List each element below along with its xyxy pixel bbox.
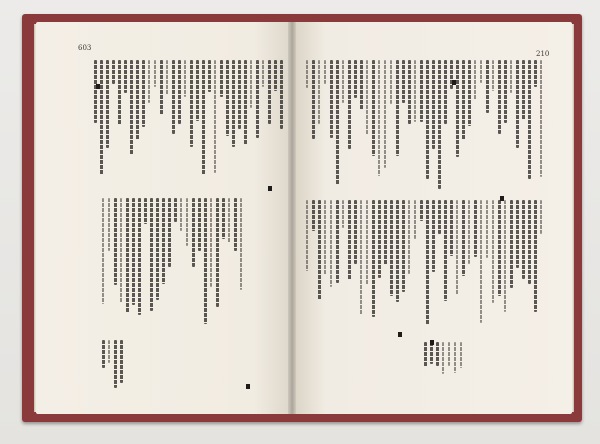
text-column: [540, 200, 542, 234]
text-column: [540, 60, 542, 177]
text-column: [438, 60, 441, 189]
text-column: [432, 200, 435, 272]
text-column: [498, 200, 501, 296]
text-column: [366, 200, 368, 285]
text-column: [354, 60, 357, 98]
text-column: [444, 60, 447, 124]
text-column: [106, 60, 109, 148]
text-column: [498, 60, 501, 134]
text-column: [226, 60, 229, 136]
text-column: [216, 198, 219, 307]
text-column: [156, 198, 159, 300]
text-column: [456, 60, 459, 157]
text-column: [136, 60, 139, 140]
text-column: [100, 60, 103, 175]
text-column: [280, 60, 283, 129]
text-column: [460, 342, 462, 368]
text-column: [214, 60, 216, 173]
text-column: [504, 60, 507, 123]
text-column: [166, 60, 168, 95]
text-column: [336, 200, 339, 283]
text-column: [522, 200, 525, 279]
text-column: [486, 200, 488, 258]
right-page-number: 210: [536, 50, 550, 58]
text-column: [534, 200, 537, 312]
text-column: [402, 60, 405, 103]
text-column: [124, 60, 127, 93]
section-marker: [246, 384, 250, 389]
text-column: [324, 200, 326, 275]
text-column: [306, 60, 308, 88]
text-column: [120, 340, 123, 383]
text-column: [114, 340, 117, 388]
text-column: [268, 60, 271, 124]
text-column: [528, 200, 531, 284]
section-marker: [268, 186, 272, 191]
text-column: [436, 342, 439, 366]
text-column: [112, 60, 115, 84]
text-column: [354, 200, 357, 264]
text-column: [408, 60, 411, 124]
text-column: [448, 342, 450, 366]
text-column: [442, 342, 444, 374]
text-column: [342, 60, 344, 103]
text-column: [232, 60, 235, 147]
text-column: [180, 198, 182, 231]
text-column: [408, 200, 410, 274]
text-column: [132, 198, 135, 305]
text-column: [426, 60, 429, 179]
text-column: [360, 60, 363, 110]
text-column: [330, 60, 333, 138]
text-column: [516, 60, 519, 148]
text-column: [114, 198, 117, 285]
text-column: [450, 200, 453, 256]
text-column: [178, 60, 181, 124]
text-column: [414, 200, 416, 239]
text-column: [256, 60, 259, 138]
text-column: [126, 198, 129, 313]
text-column: [384, 200, 387, 265]
text-column: [102, 340, 105, 368]
text-column: [274, 60, 277, 91]
text-column: [154, 60, 156, 87]
text-column: [330, 200, 332, 287]
text-column: [492, 60, 494, 91]
text-column: [186, 198, 188, 246]
text-column: [348, 200, 351, 280]
text-column: [372, 60, 375, 156]
book-gutter: [288, 22, 296, 414]
text-column: [480, 200, 482, 323]
text-column: [168, 198, 171, 267]
text-column: [414, 60, 416, 122]
text-column: [118, 60, 121, 125]
text-column: [262, 60, 264, 87]
text-column: [108, 340, 110, 363]
text-column: [366, 60, 368, 135]
text-column: [360, 200, 362, 315]
text-column: [378, 200, 381, 278]
section-marker: [500, 196, 504, 201]
text-column: [516, 200, 519, 268]
text-column: [150, 198, 153, 311]
section-marker: [96, 84, 100, 89]
text-column: [348, 60, 351, 149]
text-column: [462, 200, 465, 276]
text-column: [162, 198, 165, 284]
text-column: [372, 200, 375, 317]
text-column: [172, 60, 175, 134]
text-column: [402, 200, 405, 292]
text-column: [250, 60, 252, 108]
text-column: [130, 60, 133, 155]
text-column: [144, 198, 147, 224]
text-column: [456, 200, 458, 295]
text-column: [396, 200, 399, 302]
text-column: [148, 60, 150, 103]
text-column: [454, 342, 456, 373]
section-marker: [452, 80, 456, 85]
text-column: [198, 198, 201, 251]
text-column: [438, 200, 441, 234]
text-column: [336, 60, 339, 185]
text-column: [228, 198, 230, 243]
text-column: [234, 198, 237, 251]
text-column: [94, 60, 97, 123]
text-column: [468, 200, 470, 264]
text-column: [492, 200, 494, 303]
text-column: [378, 60, 380, 176]
text-column: [390, 200, 393, 296]
text-column: [420, 200, 423, 221]
text-column: [220, 60, 223, 97]
text-column: [244, 60, 247, 145]
text-column: [202, 60, 205, 175]
text-column: [312, 60, 315, 139]
text-column: [504, 200, 506, 312]
text-column: [474, 60, 476, 100]
text-column: [486, 60, 489, 113]
text-column: [312, 200, 315, 231]
text-column: [432, 60, 435, 149]
text-column: [210, 198, 212, 287]
text-column: [184, 60, 186, 97]
text-column: [120, 198, 122, 303]
text-column: [390, 60, 392, 104]
text-column: [190, 60, 193, 147]
text-column: [468, 60, 471, 126]
text-column: [444, 200, 447, 301]
section-marker: [430, 340, 434, 345]
text-column: [426, 200, 429, 325]
text-column: [480, 60, 482, 83]
text-column: [318, 200, 321, 300]
text-column: [306, 200, 308, 271]
section-marker: [398, 332, 402, 337]
text-column: [522, 60, 525, 120]
text-column: [160, 60, 163, 115]
text-column: [534, 60, 537, 87]
text-column: [384, 60, 386, 168]
text-column: [204, 198, 207, 324]
text-column: [510, 200, 513, 288]
text-column: [462, 60, 465, 140]
text-column: [142, 60, 145, 127]
text-column: [474, 200, 477, 257]
text-column: [196, 60, 199, 121]
left-page-number: 603: [78, 44, 92, 52]
text-column: [192, 198, 195, 267]
text-column: [138, 198, 141, 315]
text-column: [342, 200, 344, 228]
text-column: [430, 342, 433, 364]
text-column: [102, 198, 104, 304]
text-column: [424, 342, 427, 367]
text-column: [324, 60, 326, 84]
text-column: [174, 198, 177, 222]
text-column: [208, 60, 211, 92]
text-column: [238, 60, 241, 129]
text-column: [108, 198, 110, 251]
text-column: [420, 60, 423, 122]
text-column: [396, 60, 399, 156]
text-column: [222, 198, 225, 239]
text-column: [528, 60, 531, 179]
text-column: [240, 198, 242, 290]
text-column: [510, 60, 512, 93]
text-column: [318, 60, 320, 124]
